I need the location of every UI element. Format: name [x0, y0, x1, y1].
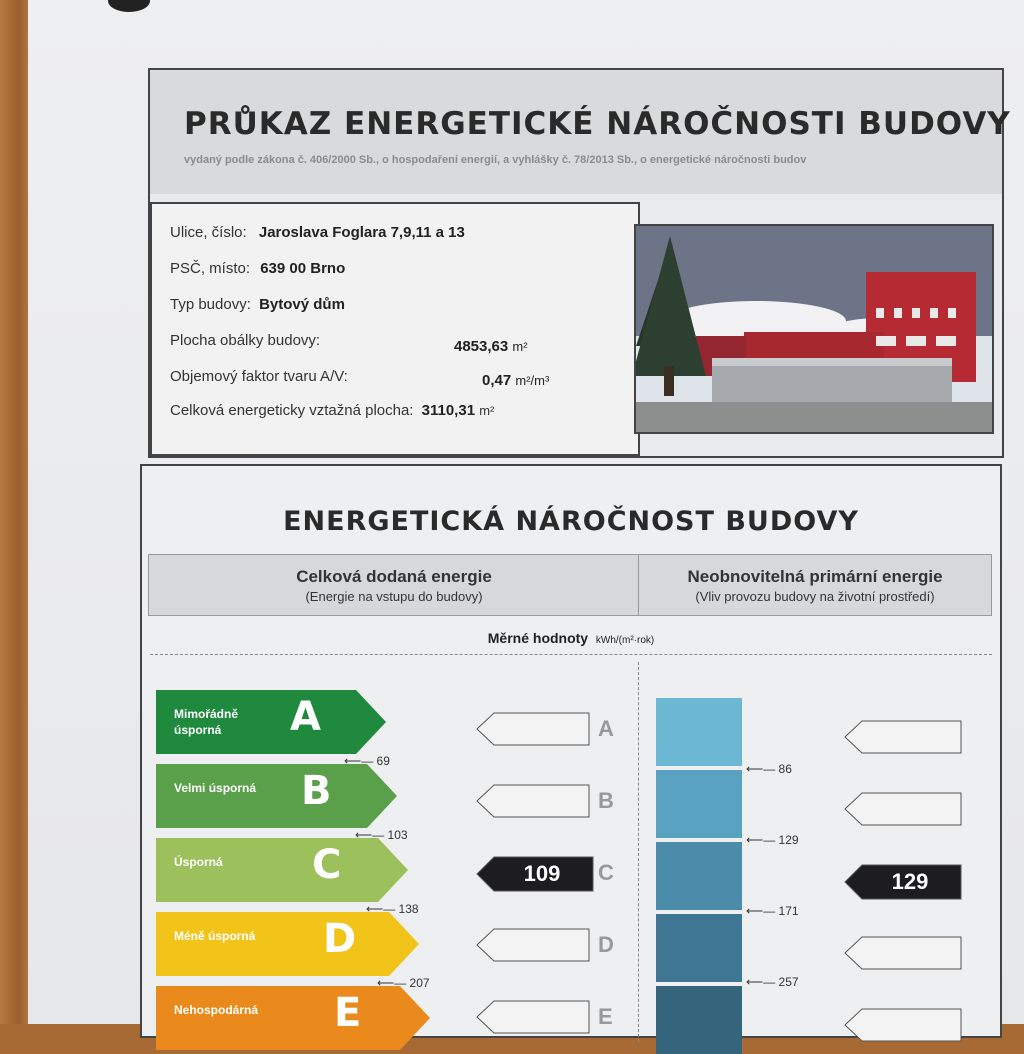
energy-class-label: Nehospodárná	[174, 1003, 259, 1017]
psc-row	[170, 260, 345, 277]
primary-energy-bar	[656, 770, 742, 838]
energy-class-letter: D	[323, 916, 357, 962]
energy-class-label: Velmi úsporná	[174, 781, 257, 795]
street-value: Jaroslava Foglara 7,9,11 a 13	[258, 224, 465, 241]
energy-class-c	[156, 838, 408, 902]
psc-label: PSČ, místo:	[170, 260, 251, 277]
scale-letter: A	[598, 716, 614, 741]
area-row	[170, 402, 494, 419]
divider	[638, 662, 639, 1042]
area-unit: m²	[479, 403, 495, 418]
factor-label: Objemový faktor tvaru A/V:	[170, 368, 348, 385]
scale-letter: D	[598, 932, 614, 957]
energy-class-label: Mimořádně úsporná	[174, 707, 239, 737]
building-photo	[634, 224, 994, 434]
energy-class-e	[156, 986, 430, 1050]
specific-values-label: Měrné hodnoty kWh/(m²·rok)	[487, 630, 655, 646]
envelope-label: Plocha obálky budovy:	[170, 332, 321, 349]
right-tick: ⟵— 129	[746, 833, 799, 847]
left-tick: ⟵— 69	[344, 754, 390, 768]
scale-empty-arrow	[844, 792, 962, 826]
header-band	[150, 70, 1011, 194]
envelope-value: 4853,63 m²	[454, 338, 528, 355]
energy-class-letter: A	[290, 694, 321, 740]
scale-empty-arrow	[844, 936, 962, 970]
primary-energy-bar	[656, 986, 742, 1054]
scale-empty-arrow	[476, 712, 590, 746]
delivered-energy-value-marker	[476, 856, 594, 892]
factor-value: 0,47 m²/m³	[482, 372, 550, 389]
primary-energy-header	[638, 554, 992, 616]
type-label: Typ budovy:	[170, 296, 251, 313]
primary-energy-title: Neobnovitelná primární energie	[687, 567, 943, 586]
right-tick: ⟵— 257	[746, 975, 799, 989]
primary-energy-subtitle: (Vliv provozu budovy na životní prostředí)	[695, 589, 935, 604]
scale-empty-arrow	[476, 784, 590, 818]
delivered-energy-subtitle: (Energie na vstupu do budovy)	[305, 589, 483, 604]
page-subtitle: vydaný podle zákona č. 406/2000 Sb., o hospodaření energií, a vyhlášky č. 78/2013 Sb., o energetické náročnosti budov	[184, 154, 807, 166]
left-tick: ⟵— 138	[366, 902, 419, 916]
energy-class-d	[156, 912, 419, 976]
delivered-energy-title: Celková dodaná energie	[296, 567, 492, 586]
scale-empty-arrow	[476, 1000, 590, 1034]
scale-empty-arrow	[844, 1008, 962, 1042]
divider	[150, 654, 992, 655]
area-label: Celková energeticky vztažná plocha:	[170, 402, 414, 419]
primary-energy-bar	[656, 914, 742, 982]
page-title: PRŮKAZ ENERGETICKÉ NÁROČNOSTI BUDOVY	[184, 106, 1011, 142]
primary-energy-value-marker	[844, 864, 962, 900]
primary-energy-bar	[656, 698, 742, 766]
primary-energy-bar	[656, 842, 742, 910]
area-value: 3110,31	[421, 402, 476, 419]
delivered-energy-value: 109	[523, 861, 561, 886]
energy-class-letter: C	[312, 842, 342, 888]
psc-value: 639 00 Brno	[260, 260, 346, 277]
certificate-header-box	[148, 68, 1011, 458]
right-tick: ⟵— 171	[746, 904, 799, 918]
scale-letter: B	[598, 788, 614, 813]
energy-class-a	[156, 690, 386, 754]
pin-icon	[108, 0, 150, 12]
energy-section-box	[140, 464, 1002, 1038]
energy-class-b	[156, 764, 397, 828]
energy-class-label: Úsporná	[174, 855, 223, 869]
scale-letter: E	[598, 1004, 613, 1029]
energy-class-label: Méně úsporná	[174, 929, 256, 943]
scale-empty-arrow	[476, 928, 590, 962]
street-row	[170, 224, 465, 241]
primary-energy-value: 129	[891, 869, 929, 894]
scale-letter: C	[598, 860, 614, 885]
type-value: Bytový dům	[259, 296, 345, 313]
energy-class-letter: B	[301, 768, 332, 814]
energy-class-letter: E	[334, 990, 362, 1036]
section-title: ENERGETICKÁ NÁROČNOST BUDOVY	[283, 506, 859, 537]
left-tick: ⟵— 207	[377, 976, 430, 990]
left-tick: ⟵— 103	[355, 828, 408, 842]
scale-empty-arrow	[844, 720, 962, 754]
building-info	[150, 202, 640, 456]
type-row	[170, 296, 345, 313]
right-tick: ⟵— 86	[746, 762, 792, 776]
street-label: Ulice, číslo:	[170, 224, 247, 241]
delivered-energy-header	[148, 554, 640, 616]
